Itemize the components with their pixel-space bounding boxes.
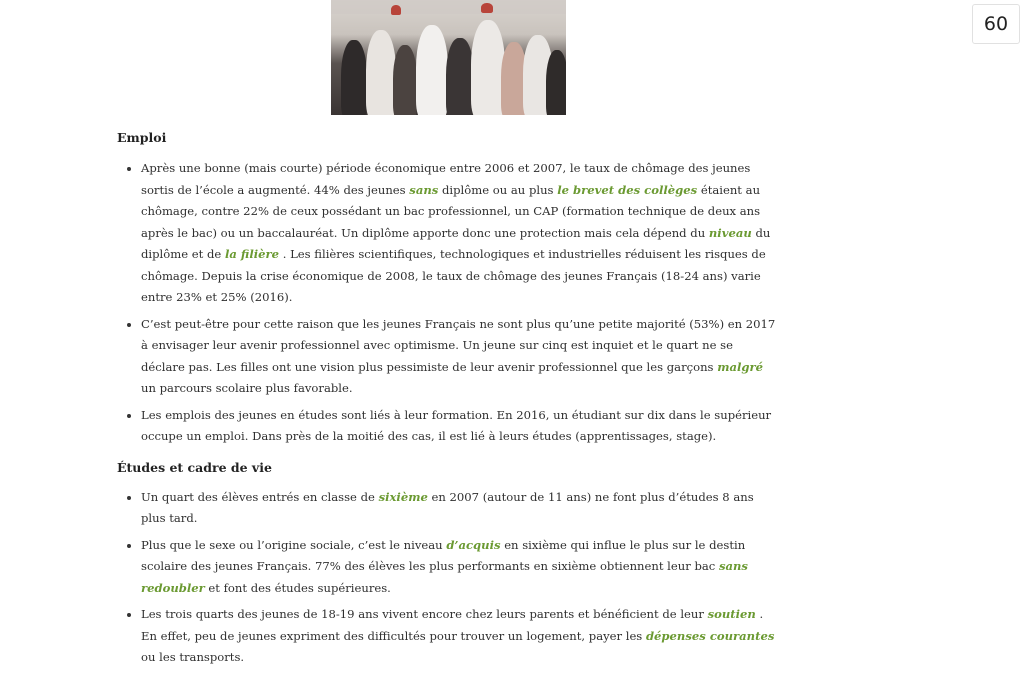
list-item: Les emplois des jeunes en études sont liés à leur formation. En 2016, un étudiant sur dix dans le supérieur occupe un emploi. Dans près de la moitié des cas, il est lié à leurs études (apprentissages, stage). <box>141 405 777 448</box>
page-counter: 60 <box>972 4 1020 44</box>
keyword-link[interactable]: dépenses courantes <box>645 628 775 643</box>
keyword-link[interactable]: soutien <box>707 607 756 621</box>
keyword-link[interactable]: malgré <box>717 359 763 374</box>
keyword-link[interactable]: d’acquis <box>446 537 501 552</box>
keyword-link[interactable]: la filière <box>224 247 280 261</box>
keyword-link[interactable]: sans <box>409 182 439 197</box>
list-etudes <box>117 487 777 669</box>
list-item: Un quart des élèves entrés en classe de sixième en 2007 (autour de 11 ans) ne font plus d’études 8 ans plus tard. <box>141 487 777 530</box>
crowd-photo <box>331 0 566 115</box>
keyword-link[interactable]: niveau <box>708 225 752 240</box>
keyword-link[interactable]: sixième <box>378 489 428 504</box>
list-item: Plus que le sexe ou l’origine sociale, c’est le niveau d’acquis en sixième qui influe le plus sur le destin scolaire des jeunes Français. 77% des élèves les plus performants en sixième obtiennent leur bac sans redoubler et font des études supérieures. <box>141 535 777 600</box>
section-heading-emploi: Emploi <box>117 130 167 145</box>
list-item: Après une bonne (mais courte) période économique entre 2006 et 2007, le taux de chômage des jeunes sortis de l’école a augmenté. 44% des jeunes sans diplôme ou au plus le brevet des collèges étaient au chômage, contre 22% de ceux possédant un bac professionnel, un CAP (formation technique de deux ans après le bac) ou un baccalauréat. Un diplôme apporte donc une protection mais cela dépend du niveau du diplôme et de la filière . Les filières scientifiques, technologiques et industrielles réduisent les risques de chômage. Depuis la crise économique de 2008, le taux de chômage des jeunes Français (18-24 ans) varie entre 23% et 25% (2016). <box>141 158 777 309</box>
keyword-link[interactable]: le brevet des collèges <box>557 182 698 197</box>
list-item: Les trois quarts des jeunes de 18-19 ans vivent encore chez leurs parents et bénéficient de leur soutien . En effet, peu de jeunes expriment des difficultés pour trouver un logement, payer les dépenses courantes ou les transports. <box>141 604 777 669</box>
list-item: C’est peut-être pour cette raison que les jeunes Français ne sont plus qu’une petite majorité (53%) en 2017 à envisager leur avenir professionnel avec optimisme. Un jeune sur cinq est inquiet et le quart ne se déclare pas. Les filles ont une vision plus pessimiste de leur avenir professionnel que les garçons malgré un parcours scolaire plus favorable. <box>141 314 777 400</box>
list-emploi <box>117 158 777 448</box>
article-content <box>117 128 777 674</box>
section-heading-etudes: Études et cadre de vie <box>117 459 272 475</box>
keyword-link[interactable]: sans redoubler <box>141 559 748 595</box>
